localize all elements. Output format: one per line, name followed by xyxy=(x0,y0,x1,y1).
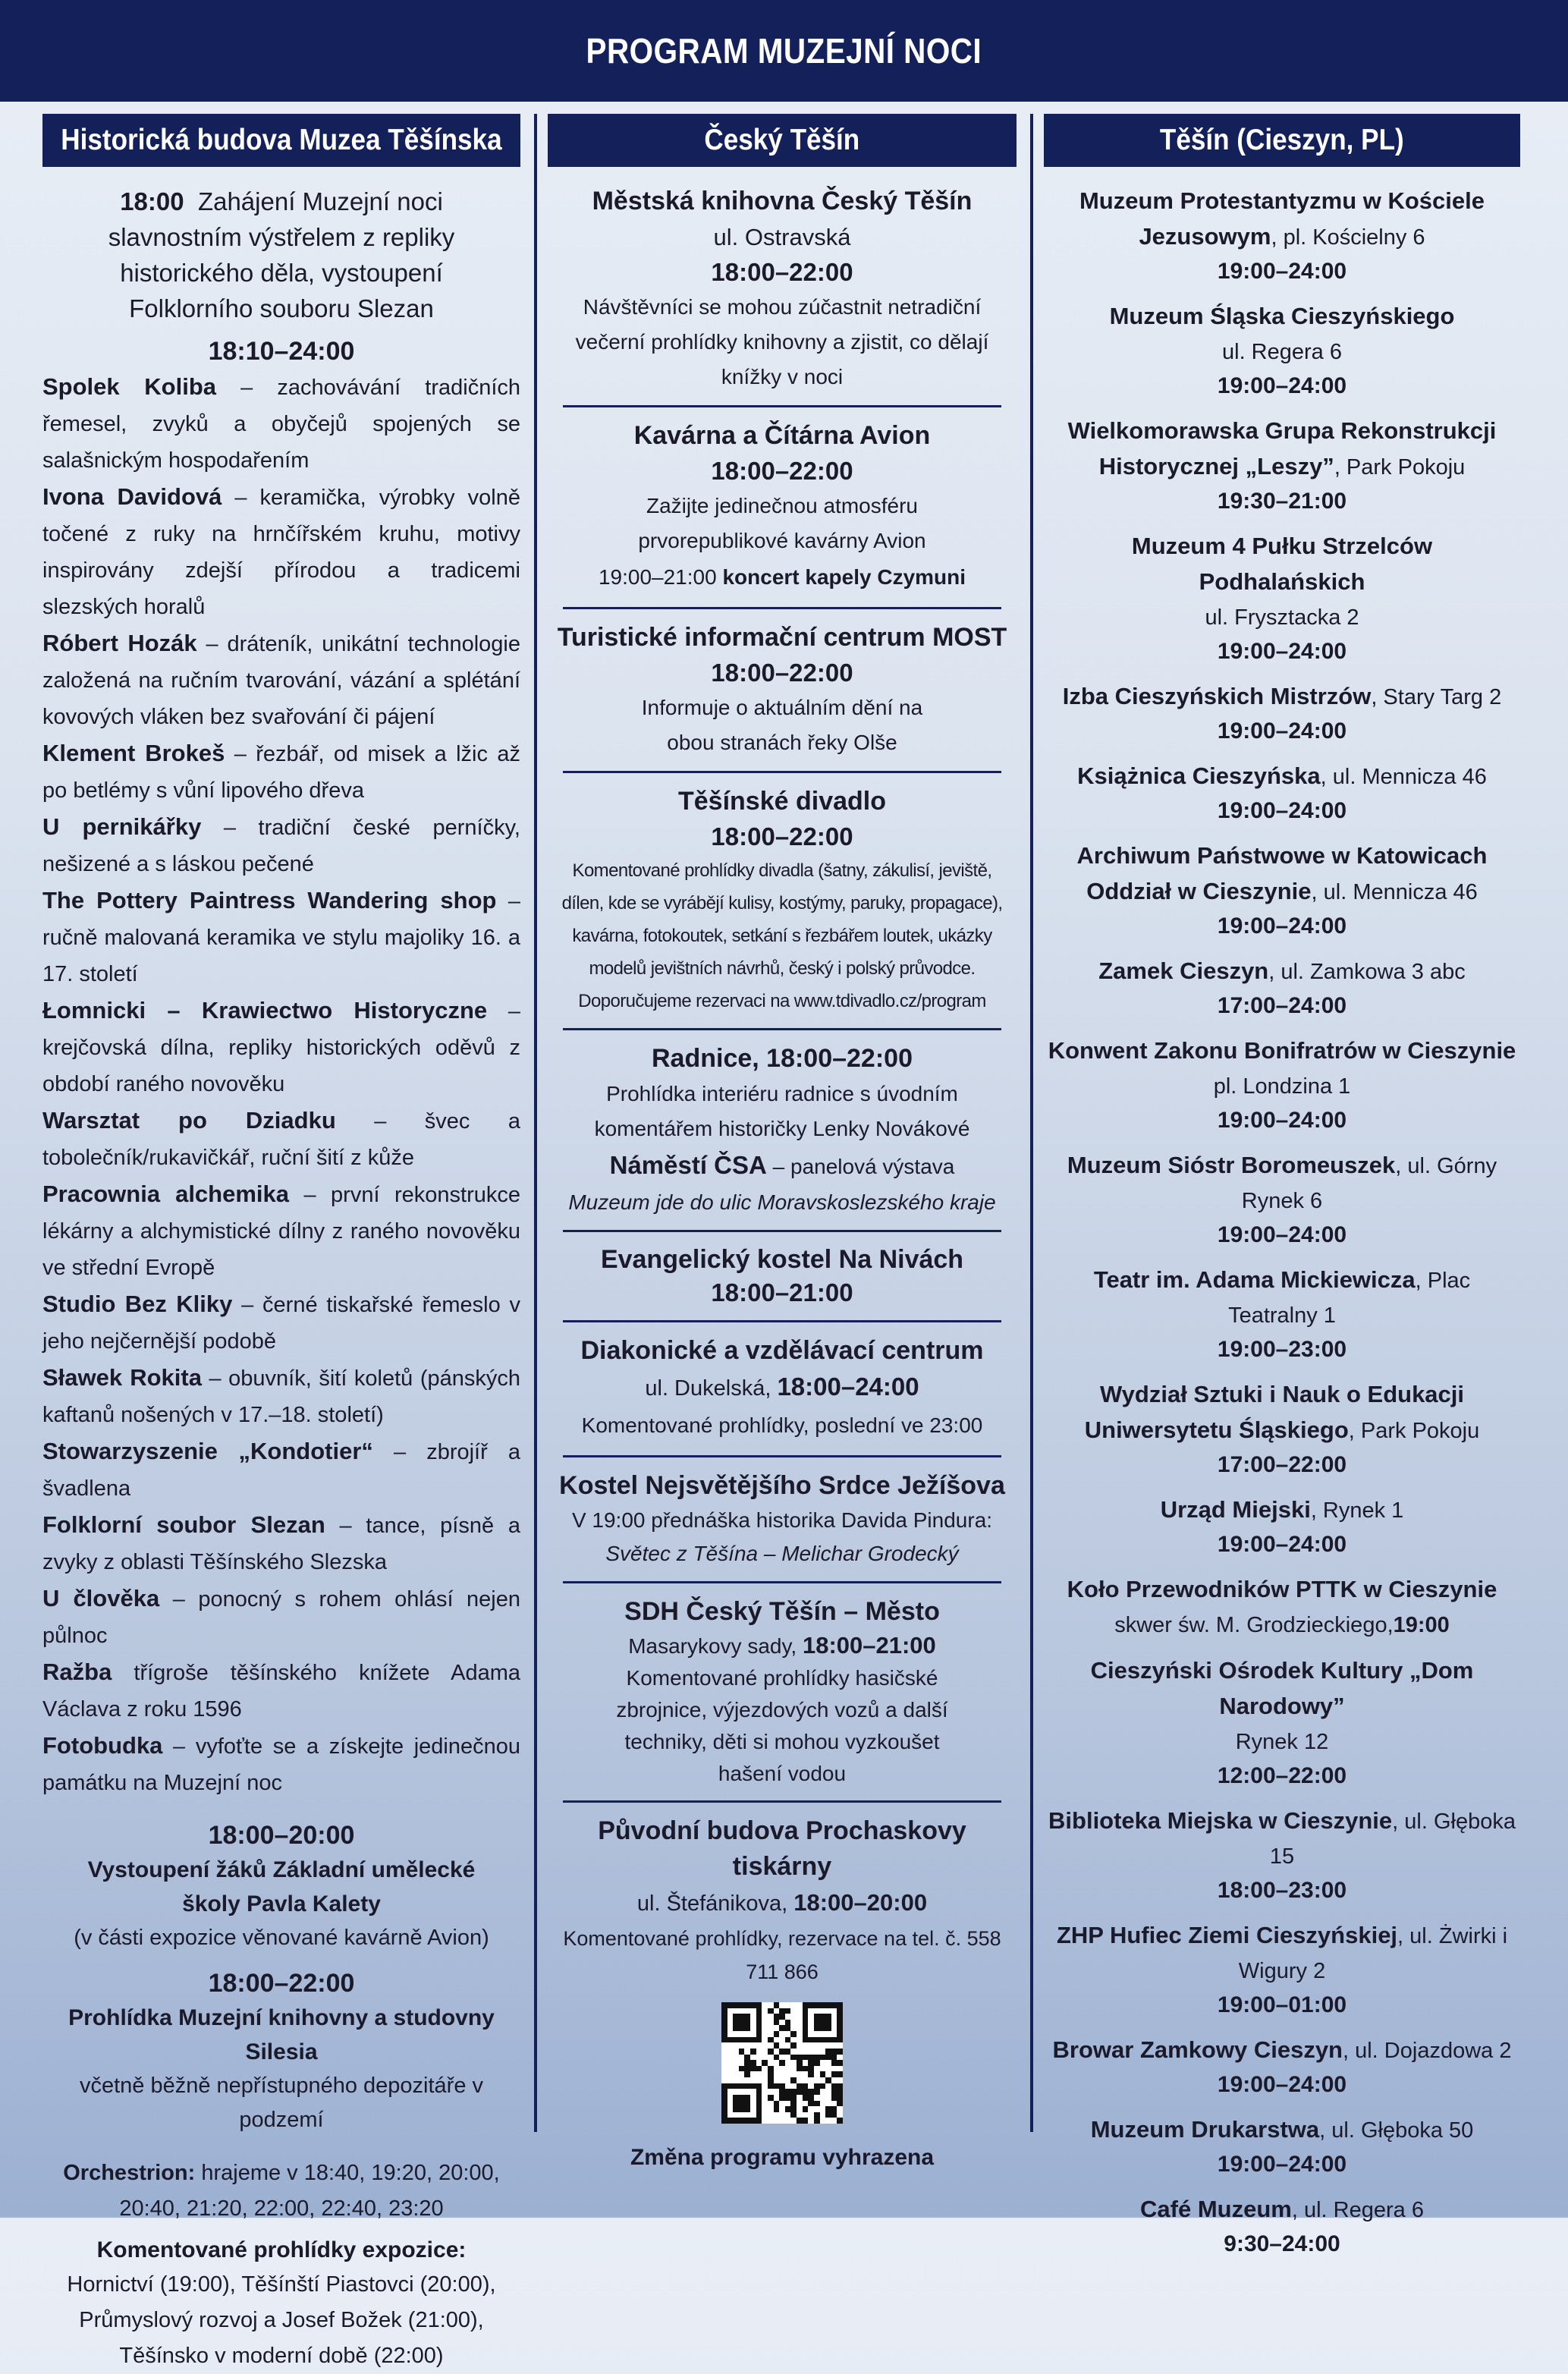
venue-address-time: ul. Dukelská, 18:00–24:00 xyxy=(645,1373,919,1401)
exhibitor-entry xyxy=(42,625,520,735)
venue-name-line: Muzeum Drukarstwa, ul. Głęboka 50 xyxy=(1090,2116,1474,2143)
venue-time: 18:00–22:00 xyxy=(711,457,853,485)
venue-name-line: Cieszyński Ośrodek Kultury „Dom Narodowy” xyxy=(1090,1657,1474,1719)
venue-name: Radnice, 18:00–22:00 xyxy=(652,1044,913,1073)
divider xyxy=(563,771,1001,773)
venue-address-time: ul. Štefánikova, 18:00–20:00 xyxy=(636,1889,928,1916)
exhibitor-desc: – dráteník, unikátní technologie založená na ručním tvarování, vázání a splétání kovových vláken bez svařování či pájení xyxy=(42,632,520,729)
venue-name-line: Izba Cieszyńskich Mistrzów, Stary Targ 2 xyxy=(1062,683,1502,709)
venue-time: 19:00–23:00 xyxy=(1217,1337,1347,1362)
venue-name-line: Archiwum Państwowe w Katowicach Oddział w Cieszynie, ul. Mennicza 46 xyxy=(1076,842,1488,904)
venue-name-line: Konwent Zakonu Bonifratrów w Cieszynie xyxy=(1048,1037,1516,1064)
venue-time: 18:00–21:00 xyxy=(711,1278,853,1306)
venue-item xyxy=(1044,1033,1520,1137)
exhibitor-desc: – řezbář, od misek a lžic až po betlémy s vůní lipového dřeva xyxy=(42,742,521,803)
venue-sub-italic: Muzeum jde do ulic Moravskoslezského kraje xyxy=(568,1190,996,1214)
exhibitor-entry xyxy=(42,1728,520,1801)
venue-concert: 19:00–21:00 koncert kapely Czymuni xyxy=(598,565,966,589)
venue-name-line: Café Muzeum, ul. Regera 6 xyxy=(1140,2196,1424,2222)
venue-name: Těšínské divadlo xyxy=(678,787,886,816)
venue-name-line: Muzeum Protestantyzmu w Kościele Jezusowym, pl. Kościelny 6 xyxy=(1079,187,1485,250)
block3-title: Prohlídka Muzejní knihovny a studovny Silesia xyxy=(68,2005,495,2064)
block2-note: (v části expozice věnované kavárně Avion) xyxy=(74,1926,489,1950)
venue-desc: Komentované prohlídky, rezervace na tel. č. 558 711 866 xyxy=(563,1927,1001,1983)
exhibitor-name: Folklorní soubor Slezan xyxy=(42,1511,325,1538)
header-bar xyxy=(0,0,1568,102)
block3-note: včetně běžně nepřístupného depozitáře v podzemí xyxy=(79,2074,484,2132)
divider xyxy=(563,1320,1001,1322)
venue-time: 19:00–24:00 xyxy=(1217,1108,1347,1133)
venue-item xyxy=(1044,2192,1520,2261)
exhibitor-name: U člověka xyxy=(42,1585,160,1611)
exhibitor-list xyxy=(42,369,520,1801)
exhibitor-desc: třígroše těšínského knížete Adama Václava z roku 1596 xyxy=(42,1661,520,1722)
venue-time: 19:00–24:00 xyxy=(1217,373,1347,398)
venue-desc: Prohlídka interiéru radnice s úvodním komentářem historičky Lenky Novákové xyxy=(594,1082,970,1140)
qr-code-icon xyxy=(721,2002,843,2124)
venue-desc: Informuje o aktuálním dění na obou stranách řeky Olše xyxy=(641,696,923,754)
block2-title: Vystoupení žáků Základní umělecké školy Pavla Kalety xyxy=(87,1857,476,1916)
venue-lecture: Světec z Těšína – Melichar Grodecký xyxy=(605,1542,959,1565)
venue-address: ul. Frysztacka 2 xyxy=(1205,605,1359,630)
exhibitor-name: Spolek Koliba xyxy=(42,373,217,400)
exhibitor-entry xyxy=(42,1360,520,1433)
time-block: 18:10–24:00 xyxy=(208,337,355,366)
venue-desc: V 19:00 přednáška historika Davida Pindura: xyxy=(571,1508,993,1532)
venue-prochaska-printing xyxy=(548,1813,1017,1989)
column-divider-1 xyxy=(534,114,537,2132)
exhibitor-entry xyxy=(42,1507,520,1580)
venue-time: 18:00–22:00 xyxy=(711,258,853,286)
venue-name: SDH Český Těšín – Město xyxy=(624,1597,940,1626)
column-cieszyn xyxy=(1044,114,1520,2256)
venue-name: Původní budova Prochaskovy tiskárny xyxy=(598,1816,966,1881)
venue-name: Kostel Nejsvětějšího Srdce Ježíšova xyxy=(559,1471,1005,1500)
exhibitor-name: Fotobudka xyxy=(42,1732,163,1759)
venue-item xyxy=(1044,1148,1520,1252)
exhibitor-entry xyxy=(42,1286,520,1360)
venue-desc: Komentované prohlídky, poslední ve 23:00 xyxy=(581,1413,983,1437)
venue-name: Turistické informační centrum MOST xyxy=(557,623,1007,652)
venue-time: 18:00–22:00 xyxy=(711,822,853,851)
venue-avion xyxy=(548,418,1017,596)
venue-time: 18:00–22:00 xyxy=(711,659,853,687)
venue-name-line: Browar Zamkowy Cieszyn, ul. Dojazdowa 2 xyxy=(1052,2036,1512,2063)
opening-block: 18:00 Zahájení Muzejní noci slavnostním výstřelem z repliky historického děla, vystoupení Folklorního souboru Slezan xyxy=(108,187,455,322)
venue-name-line: ZHP Hufiec Ziemi Cieszyńskiej, ul. Żwirki i Wigury 2 xyxy=(1056,1922,1508,1983)
venue-item xyxy=(1044,2112,1520,2181)
exhibitor-desc: – keramička, výrobky volně točené z ruky na hrnčířském kruhu, motivy inspirovány zdejší přírodou a tradicemi slezských horalů xyxy=(42,486,520,619)
venue-desc: Zažijte jedinečnou atmosféru prvorepublikové kavárny Avion xyxy=(638,494,926,552)
venue-theatre xyxy=(548,784,1017,1017)
exhibitor-desc: – zbrojíř a švadlena xyxy=(42,1440,520,1501)
column-title: Český Těšín xyxy=(548,114,1017,167)
venue-time: 19:00–24:00 xyxy=(1217,2072,1347,2097)
venue-time: 18:00–23:00 xyxy=(1217,1878,1347,1903)
exhibitor-name: Ražba xyxy=(42,1659,112,1685)
venue-item xyxy=(1044,1918,1520,2022)
venue-name-line: Teatr im. Adama Mickiewicza, Plac Teatralny 1 xyxy=(1093,1266,1471,1328)
venue-name-line: Koło Przewodników PTTK w Cieszynie xyxy=(1067,1576,1497,1602)
venue-address: Rynek 12 xyxy=(1235,1730,1329,1754)
venue-time: 9:30–24:00 xyxy=(1224,2231,1340,2256)
venue-time: 19:00–24:00 xyxy=(1217,1532,1347,1557)
exhibitor-entry xyxy=(42,369,520,479)
exhibitor-entry xyxy=(42,992,520,1102)
exhibitor-desc: – první rekonstrukce lékárny a alchymistické dílny z raného novověku ve střední Evropě xyxy=(42,1183,520,1280)
venue-tic-most xyxy=(548,620,1017,760)
venue-time: 19:00–24:00 xyxy=(1217,913,1347,939)
venue-evangelic-church xyxy=(548,1243,1017,1310)
exhibitor-name: Klement Brokeš xyxy=(42,740,225,766)
venue-item xyxy=(1044,2033,1520,2102)
venue-item xyxy=(1044,838,1520,943)
venue-item xyxy=(1044,413,1520,518)
exhibitor-entry xyxy=(42,809,520,882)
divider xyxy=(563,405,1001,407)
venue-fire-brigade xyxy=(548,1594,1017,1790)
exhibitor-desc: – tradiční české perníčky, nešizené a s láskou pečené xyxy=(42,816,520,876)
exhibitor-entry xyxy=(42,1654,520,1728)
exhibitor-entry xyxy=(42,1102,520,1176)
exhibitor-desc: – vyfoťte se a získejte jedinečnou památku na Muzejní noc xyxy=(42,1734,520,1795)
venue-item xyxy=(1044,299,1520,403)
venue-time: 19:00–24:00 xyxy=(1217,2152,1347,2177)
venue-item xyxy=(1044,529,1520,668)
page-title: PROGRAM MUZEJNÍ NOCI xyxy=(586,31,982,71)
venue-address: ul. Ostravská xyxy=(713,224,851,250)
venue-time: 17:00–24:00 xyxy=(1217,993,1347,1018)
exhibitor-desc: – černé tiskařské řemeslo v jeho nejčernější podobě xyxy=(42,1293,521,1354)
venue-time: 12:00–22:00 xyxy=(1217,1763,1347,1788)
divider xyxy=(563,1800,1001,1803)
venue-time: 19:00–24:00 xyxy=(1217,639,1347,664)
venue-diaconic-centre xyxy=(548,1333,1017,1445)
exhibitor-name: Pracownia alchemika xyxy=(42,1181,290,1207)
venue-item xyxy=(1044,679,1520,748)
column-title: Historická budova Muzea Těšínska xyxy=(42,114,520,167)
exhibitor-desc: – ponocný s rohem ohlásí nejen půlnoc xyxy=(42,1587,520,1648)
venue-name: Kavárna a Čítárna Avion xyxy=(633,421,931,450)
venue-desc: Návštěvníci se mohou zúčastnit netradiční večerní prohlídky knihovny a zjistit, co dělají knížky v noci xyxy=(575,295,989,388)
exhibitor-name: Róbert Hozák xyxy=(42,630,197,656)
venue-name-line: Zamek Cieszyn, ul. Zamkowa 3 abc xyxy=(1098,957,1466,984)
venue-item xyxy=(1044,1653,1520,1793)
exhibitor-desc: – tance, písně a zvyky z oblasti Těšínského Slezska xyxy=(42,1514,520,1574)
divider xyxy=(563,1230,1001,1232)
tours-title: Komentované prohlídky expozice: xyxy=(96,2237,467,2262)
venue-name-line: Książnica Cieszyńska, ul. Mennicza 46 xyxy=(1077,763,1487,789)
venue-name: Diakonické a vzdělávací centrum xyxy=(580,1336,984,1365)
venue-name-line: Wielkomorawska Grupa Rekonstrukcji Historycznej „Leszy”, Park Pokoju xyxy=(1067,417,1497,480)
exhibitor-entry xyxy=(42,1433,520,1507)
divider xyxy=(563,607,1001,609)
exhibitor-name: Ivona Davidová xyxy=(42,483,222,510)
exhibitor-desc: – švec a tobolečník/rukavičkář, ruční šití z kůže xyxy=(42,1109,521,1170)
venue-time: 19:00–24:00 xyxy=(1217,798,1347,823)
exhibitor-entry xyxy=(42,735,520,809)
venue-time: 19:00–01:00 xyxy=(1217,1992,1347,2017)
column-historic-building xyxy=(42,114,521,2368)
venue-address-time: Masarykovy sady, 18:00–21:00 xyxy=(628,1632,936,1659)
exhibitor-desc: – krejčovská dílna, repliky historických oděvů z období raného novověku xyxy=(42,999,521,1096)
venue-address: ul. Regera 6 xyxy=(1222,340,1342,364)
block3-time: 18:00–22:00 xyxy=(208,1969,355,1998)
exhibitor-name: Sławek Rokita xyxy=(42,1364,202,1391)
exhibitor-name: Studio Bez Kliky xyxy=(42,1291,233,1317)
venue-desc: Komentované prohlídky divadla (šatny, zákulisí, jeviště, dílen, kde se vyrábějí kulisy, kostýmy, paruky, propagace), kavárna, fotokoutek, setkání s řezbářem loutek, ukázky modelů jevištních návrhů, český i polský průvodce. Doporučujeme rezervaci na www.tdivadlo.cz/program xyxy=(561,860,1003,1011)
venue-name: Městská knihovna Český Těšín xyxy=(592,187,973,215)
footer-note: Změna programu vyhrazena xyxy=(630,2145,935,2170)
venue-list xyxy=(1044,184,1520,2261)
venue-time: 19:30–21:00 xyxy=(1217,489,1347,514)
venue-desc: Komentované prohlídky hasičské zbrojnice, výjezdových vozů a další techniky, děti si mohou vyzkoušet hašení vodou xyxy=(616,1666,948,1785)
exhibitor-name: Łomnicki – Krawiectwo Historyczne xyxy=(42,997,488,1023)
column-divider-2 xyxy=(1030,114,1033,2132)
venue-name-line: Muzeum 4 Pułku Strzelców Podhalańskich xyxy=(1131,533,1433,595)
venue-time: 19:00–24:00 xyxy=(1217,1222,1347,1247)
venue-name-line: Muzeum Sióstr Boromeuszek, ul. Górny Rynek 6 xyxy=(1067,1152,1497,1213)
venue-item xyxy=(1044,1262,1520,1366)
venue-name-line: Muzeum Śląska Cieszyńskiego xyxy=(1109,303,1455,329)
venue-name: Evangelický kostel Na Nivách xyxy=(600,1245,964,1274)
tours-text: Hornictví (19:00), Těšínští Piastovci (20:00), Průmyslový rozvoj a Josef Božek (21:00), Těšínsko v moderní době (22:00) xyxy=(67,2272,496,2368)
exhibitor-name: The Pottery Paintress Wandering shop xyxy=(42,887,497,913)
divider xyxy=(563,1581,1001,1583)
column-cesky-tesin xyxy=(548,114,1017,2170)
venue-item xyxy=(1044,1803,1520,1907)
venue-library xyxy=(548,184,1017,395)
exhibitor-entry xyxy=(42,882,520,992)
venue-item xyxy=(1044,1492,1520,1561)
exhibitor-desc: – ručně malovaná keramika ve stylu majoliky 16. a 17. století xyxy=(42,889,520,986)
venue-sacred-heart-church xyxy=(548,1468,1017,1571)
venue-item xyxy=(1044,1377,1520,1482)
exhibitor-entry xyxy=(42,1176,520,1286)
venue-name-line: Urząd Miejski, Rynek 1 xyxy=(1160,1496,1404,1523)
exhibitor-name: U pernikářky xyxy=(42,813,202,840)
venue-name-line: Biblioteka Miejska w Cieszynie, ul. Głęboka 15 xyxy=(1048,1807,1516,1869)
venue-time: 17:00–22:00 xyxy=(1217,1452,1347,1477)
venue-item xyxy=(1044,1572,1520,1643)
block2-time: 18:00–20:00 xyxy=(208,1821,355,1850)
venue-town-hall xyxy=(548,1041,1017,1219)
divider xyxy=(563,1455,1001,1457)
exhibitor-entry xyxy=(42,1580,520,1654)
venue-time: 19:00–24:00 xyxy=(1217,718,1347,744)
divider xyxy=(563,1028,1001,1030)
venue-address: skwer św. M. Grodzieckiego,19:00 xyxy=(1114,1613,1450,1637)
venue-sub: Náměstí ČSA – panelová výstava xyxy=(609,1151,955,1179)
venue-name-line: Wydział Sztuki i Nauk o Edukacji Uniwersytetu Śląskiego, Park Pokoju xyxy=(1084,1381,1480,1443)
orchestrion-block: Orchestrion: hrajeme v 18:40, 19:20, 20:00, 20:40, 21:20, 22:00, 22:40, 23:20 xyxy=(63,2161,500,2221)
exhibitor-desc: – obuvník, šití koletů (pánských kaftanů nošených v 17.–18. století) xyxy=(42,1366,521,1427)
exhibitor-name: Stowarzyszenie „Kondotier“ xyxy=(42,1438,373,1464)
venue-address: pl. Londzina 1 xyxy=(1213,1074,1351,1099)
column-title: Těšín (Cieszyn, PL) xyxy=(1044,114,1520,167)
exhibitor-name: Warsztat po Dziadku xyxy=(42,1107,336,1134)
venue-item xyxy=(1044,954,1520,1023)
exhibitor-entry xyxy=(42,479,520,625)
exhibitor-desc: – zachovávání tradičních řemesel, zvyků a obyčejů spojených se salašnickým hospodařením xyxy=(42,376,521,473)
venue-item xyxy=(1044,184,1520,288)
venue-time: 19:00–24:00 xyxy=(1217,259,1347,284)
venue-item xyxy=(1044,759,1520,828)
